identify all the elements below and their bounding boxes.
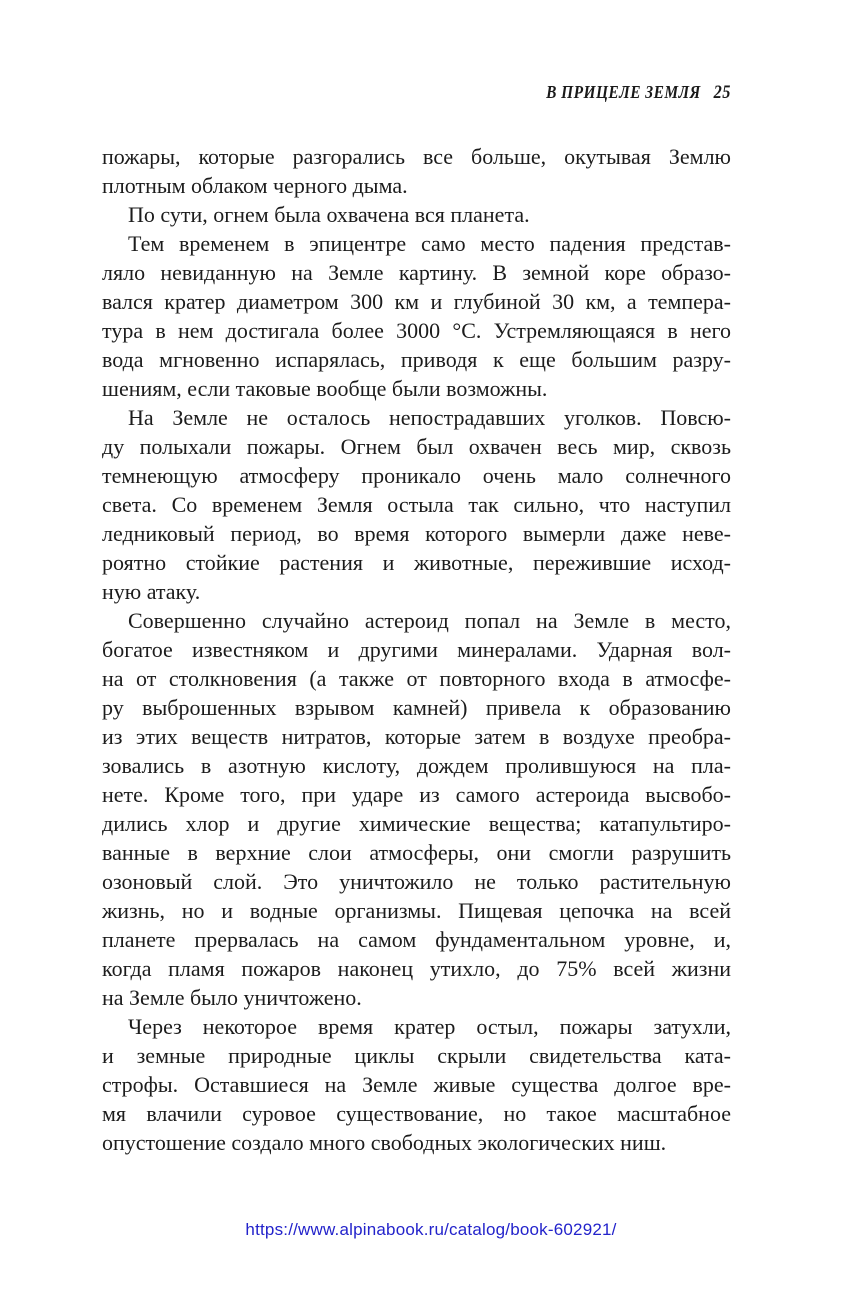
footer bbox=[0, 1220, 862, 1240]
text-line: По сути, огнем была охвачена вся планета. bbox=[128, 202, 530, 227]
text-line: ную атаку. bbox=[102, 579, 201, 604]
text-line: опустошение создало много свободных экологических ниш. bbox=[102, 1130, 667, 1155]
text-line: ляло невиданную на Земле картину. В земной коре образо- bbox=[102, 260, 731, 285]
text-line: ду полыхали пожары. Огнем был охвачен весь мир, сквозь bbox=[102, 434, 731, 459]
text-line: Совершенно случайно астероид попал на Земле в место, bbox=[128, 608, 731, 633]
text-column bbox=[102, 142, 731, 1157]
page-number: 25 bbox=[713, 82, 731, 103]
text-line: ру выброшенных взрывом камней) привела к образованию bbox=[102, 695, 731, 720]
paragraph bbox=[102, 1012, 731, 1157]
text-line: роятно стойкие растения и животные, пережившие исход- bbox=[102, 550, 731, 575]
text-line: Тем временем в эпицентре само место падения представ- bbox=[128, 231, 731, 256]
text-line: и земные природные циклы скрыли свидетельства ката- bbox=[102, 1043, 731, 1068]
text-line: жизнь, но и водные организмы. Пищевая цепочка на всей bbox=[102, 898, 731, 923]
paragraph bbox=[102, 142, 731, 200]
text-line: Через некоторое время кратер остыл, пожары затухли, bbox=[128, 1014, 731, 1039]
text-line: дились хлор и другие химические вещества; катапультиро- bbox=[102, 811, 731, 836]
paragraph bbox=[102, 200, 731, 229]
paragraph bbox=[102, 403, 731, 606]
catalog-url-link[interactable]: https://www.alpinabook.ru/catalog/book-602921/ bbox=[245, 1220, 617, 1239]
text-line: на от столкновения (а также от повторного входа в атмосфе- bbox=[102, 666, 731, 691]
text-line: На Земле не осталось непострадавших уголков. Повсю- bbox=[128, 405, 731, 430]
text-line: из этих веществ нитратов, которые затем в воздухе преобра- bbox=[102, 724, 731, 749]
running-header bbox=[546, 82, 731, 104]
text-line: света. Со временем Земля остыла так сильно, что наступил bbox=[102, 492, 731, 517]
text-line: на Земле было уничтожено. bbox=[102, 985, 362, 1010]
text-line: мя влачили суровое существование, но такое масштабное bbox=[102, 1101, 731, 1126]
paragraph bbox=[102, 229, 731, 403]
text-line: богатое известняком и другими минералами. Ударная вол- bbox=[102, 637, 731, 662]
text-line: вода мгновенно испарялась, приводя к еще большим разру- bbox=[102, 347, 731, 372]
text-line: нете. Кроме того, при ударе из самого астероида высвобо- bbox=[102, 782, 731, 807]
text-line: пожары, которые разгорались все больше, окутывая Землю bbox=[102, 144, 731, 169]
text-line: ванные в верхние слои атмосферы, они смогли разрушить bbox=[102, 840, 731, 865]
text-line: зовались в азотную кислоту, дождем пролившуюся на пла- bbox=[102, 753, 731, 778]
paragraph bbox=[102, 606, 731, 1012]
text-line: строфы. Оставшиеся на Земле живые существа долгое вре- bbox=[102, 1072, 731, 1097]
text-line: когда пламя пожаров наконец утихло, до 75% всей жизни bbox=[102, 956, 731, 981]
text-line: плотным облаком черного дыма. bbox=[102, 173, 408, 198]
running-header-title: В ПРИЦЕЛЕ ЗЕМЛЯ bbox=[546, 82, 701, 102]
text-line: тура в нем достигала более 3000 °C. Устремляющаяся в него bbox=[102, 318, 731, 343]
text-line: темнеющую атмосферу проникало очень мало солнечного bbox=[102, 463, 731, 488]
text-line: планете прервалась на самом фундаментальном уровне, и, bbox=[102, 927, 731, 952]
text-line: ледниковый период, во время которого вымерли даже неве- bbox=[102, 521, 731, 546]
text-line: озоновый слой. Это уничтожило не только растительную bbox=[102, 869, 731, 894]
text-line: вался кратер диаметром 300 км и глубиной 30 км, а темпера- bbox=[102, 289, 731, 314]
text-line: шениям, если таковые вообще были возможны. bbox=[102, 376, 548, 401]
